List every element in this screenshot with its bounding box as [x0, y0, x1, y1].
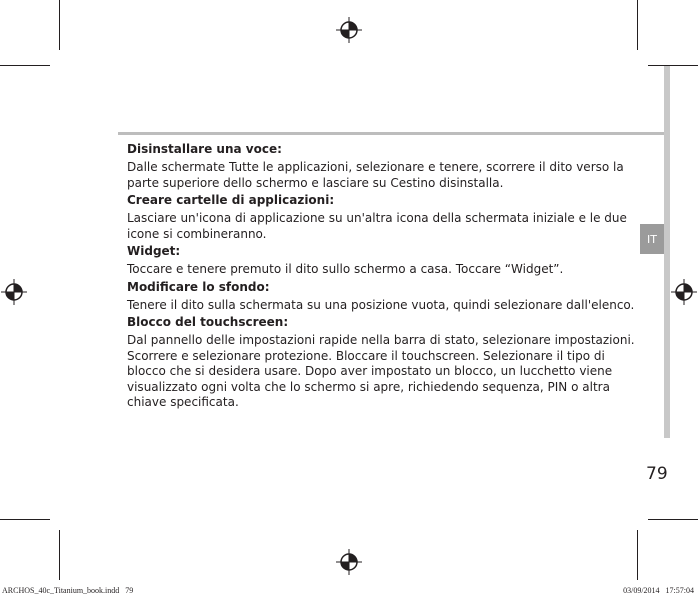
registration-mark-right-icon: [670, 278, 698, 306]
section-heading: Widget:: [127, 244, 181, 258]
registration-mark-bottom-icon: [335, 548, 363, 576]
main-content: [127, 141, 647, 412]
crop-mark-top-left-vertical: [59, 0, 60, 50]
section-text: Lasciare un'icona di applicazione su un'altra icona della schermata iniziale e le due icone si combineranno.: [127, 211, 627, 241]
crop-mark-bottom-left-vertical: [59, 530, 60, 580]
side-bar: [664, 66, 670, 438]
slug-filename: ARCHOS_40c_Titanium_book.indd 79: [2, 586, 134, 595]
slug-timestamp: 03/09/2014 17:57:04: [623, 586, 694, 595]
section-text: Toccare e tenere premuto il dito sullo schermo a casa. Toccare “Widget”.: [127, 262, 564, 276]
section-text: Dalle schermate Tutte le applicazioni, selezionare e tenere, scorrere il dito verso la parte superiore dello schermo e lasciare su Cestino disinstalla.: [127, 160, 624, 190]
section-text: Tenere il dito sulla schermata su una posizione vuota, quindi selezionare dall'elenco.: [127, 297, 635, 312]
top-rule: [118, 132, 664, 135]
crop-mark-top-right-horizontal: [648, 65, 698, 66]
page-number: 79: [646, 464, 668, 484]
crop-mark-top-right-vertical: [637, 0, 638, 50]
section-heading: Creare cartelle di applicazioni:: [127, 193, 335, 207]
crop-mark-top-left-horizontal: [0, 65, 50, 66]
section-heading: Modificare lo sfondo:: [127, 279, 270, 294]
crop-mark-bottom-right-vertical: [637, 530, 638, 580]
crop-mark-bottom-left-horizontal: [0, 519, 50, 520]
section-text: Dal pannello delle impostazioni rapide nella barra di stato, selezionare impostazioni. Scorrere e selezionare protezione. Bloccare il touchscreen. Selezionare il tipo di blocco che si desidera usare. Dopo aver impostato un blocco, un lucchetto viene visualizzato ogni volta che lo schermo si apre, richiedendo sequenza, PIN o altra chiave specificata.: [127, 333, 635, 409]
section-heading: Blocco del touchscreen:: [127, 315, 289, 329]
language-tab: IT: [640, 224, 664, 254]
section-heading: Disinstallare una voce:: [127, 142, 282, 156]
registration-mark-left-icon: [0, 278, 28, 306]
registration-mark-top-icon: [335, 16, 363, 44]
crop-mark-bottom-right-horizontal: [648, 519, 698, 520]
